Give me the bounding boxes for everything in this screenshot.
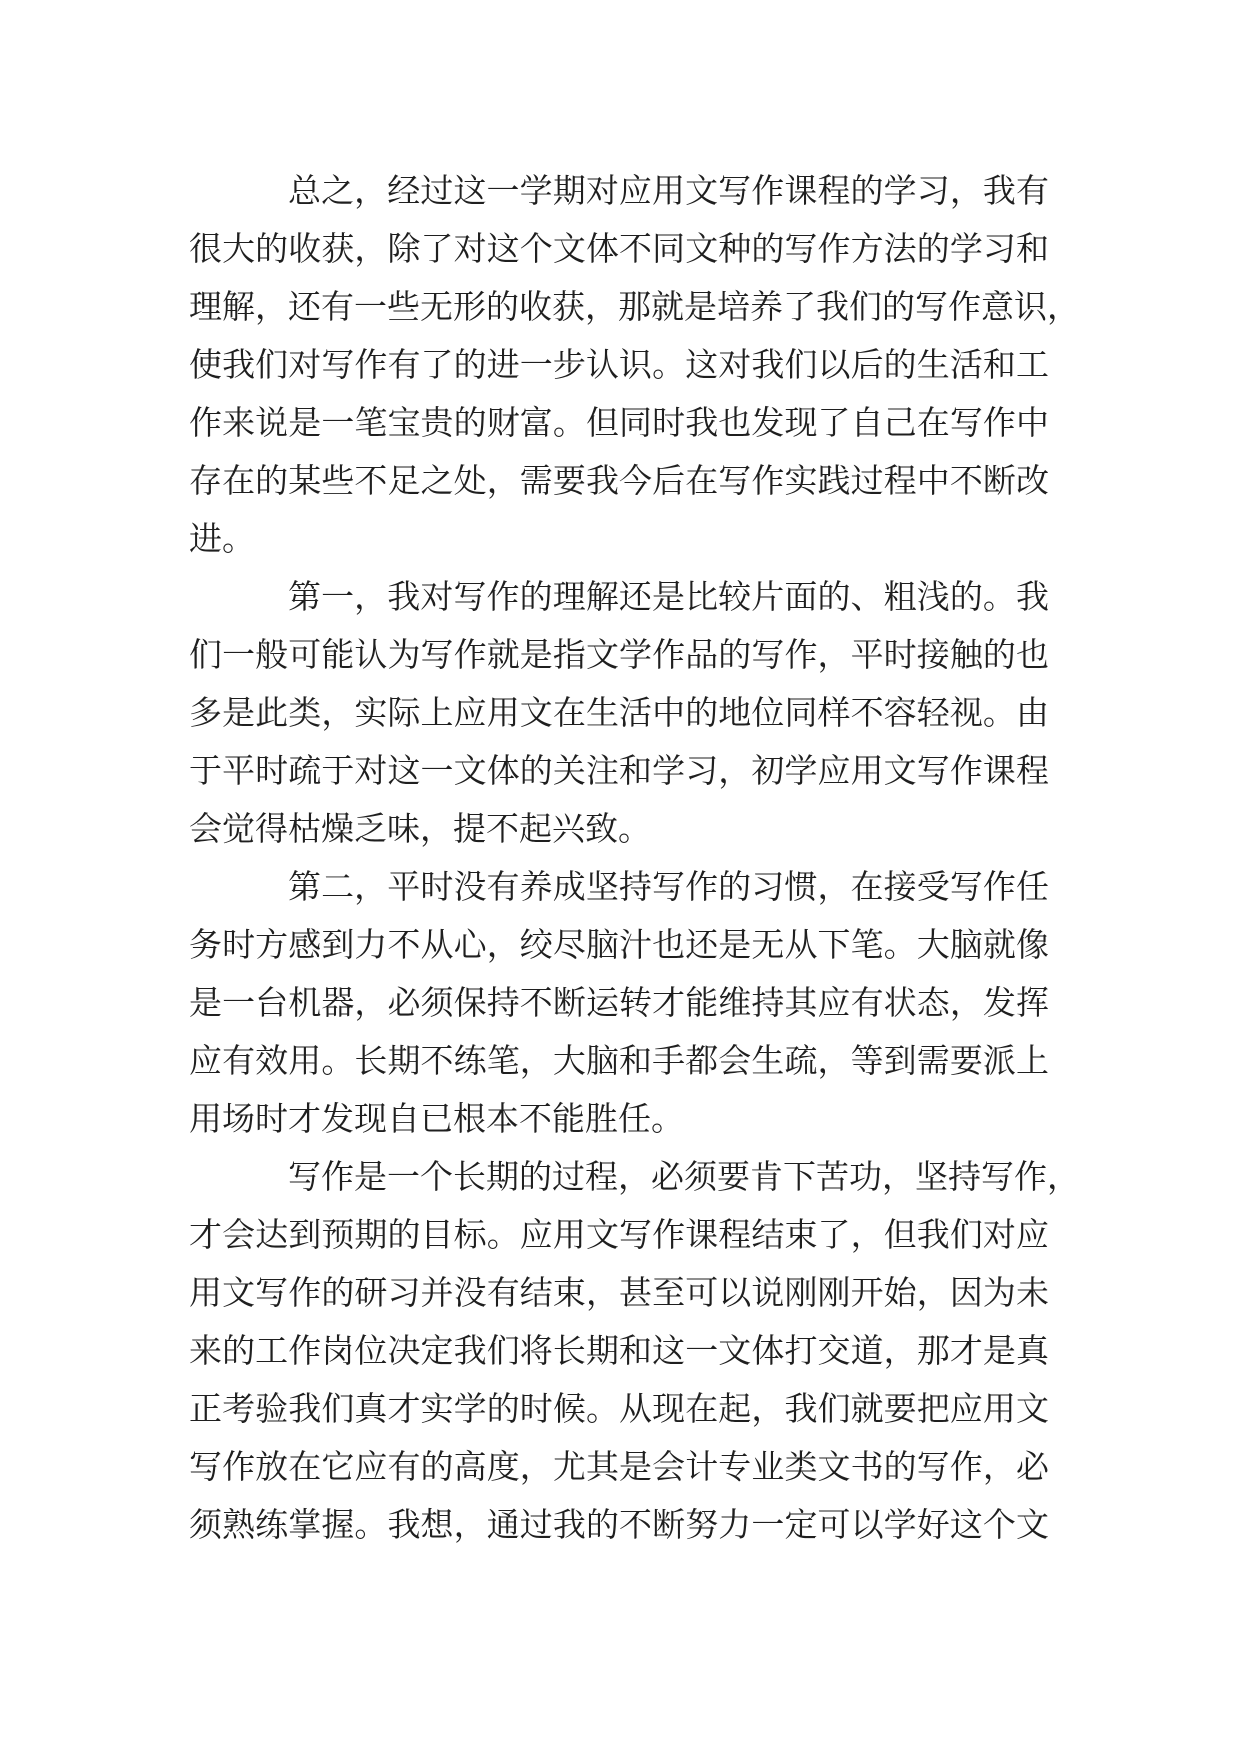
text-line: 存在的某些不足之处，需要我今后在写作实践过程中不断改: [189, 461, 1049, 500]
text-line: 于平时疏于对这一文体的关注和学习，初学应用文写作课程: [189, 751, 1049, 790]
text-line: 使我们对写作有了的进一步认识。这对我们以后的生活和工: [189, 345, 1049, 384]
text-line: 第一，我对写作的理解还是比较片面的、粗浅的。我: [288, 577, 1049, 616]
text-line: 们一般可能认为写作就是指文学作品的写作，平时接触的也: [189, 635, 1049, 674]
text-line: 用文写作的研习并没有结束，甚至可以说刚刚开始，因为未: [189, 1273, 1049, 1312]
text-line: 作来说是一笔宝贵的财富。但同时我也发现了自己在写作中: [189, 403, 1049, 442]
text-line: 须熟练掌握。我想，通过我的不断努力一定可以学好这个文: [189, 1505, 1049, 1544]
text-line: 才会达到预期的目标。应用文写作课程结束了，但我们对应: [189, 1215, 1049, 1254]
text-line: 写作放在它应有的高度，尤其是会计专业类文书的写作，必: [189, 1447, 1049, 1486]
text-line: 会觉得枯燥乏味，提不起兴致。: [189, 809, 651, 848]
text-line: 写作是一个长期的过程，必须要肯下苦功，坚持写作，: [288, 1157, 1080, 1196]
document-body: [189, 162, 1080, 1554]
text-line: 理解，还有一些无形的收获，那就是培养了我们的写作意识，: [189, 287, 1080, 326]
text-line: 是一台机器，必须保持不断运转才能维持其应有状态，发挥: [189, 983, 1049, 1022]
text-line: 第二，平时没有养成坚持写作的习惯，在接受写作任: [288, 867, 1049, 906]
paragraph-summary: [189, 162, 1080, 568]
text-line: 用场时才发现自已根本不能胜任。: [189, 1099, 684, 1138]
text-line: 进。: [189, 519, 255, 558]
text-line: 正考验我们真才实学的时候。从现在起，我们就要把应用文: [189, 1389, 1049, 1428]
text-line: 总之，经过这一学期对应用文写作课程的学习，我有: [288, 171, 1049, 210]
text-line: 多是此类，实际上应用文在生活中的地位同样不容轻视。由: [189, 693, 1049, 732]
paragraph-conclusion: [189, 1148, 1080, 1554]
text-line: 应有效用。长期不练笔，大脑和手都会生疏，等到需要派上: [189, 1041, 1049, 1080]
text-line: 很大的收获，除了对这个文体不同文种的写作方法的学习和: [189, 229, 1049, 268]
text-line: 务时方感到力不从心，绞尽脑汁也还是无从下笔。大脑就像: [189, 925, 1049, 964]
paragraph-second-point: [189, 858, 1049, 1148]
text-line: 来的工作岗位决定我们将长期和这一文体打交道，那才是真: [189, 1331, 1049, 1370]
paragraph-first-point: [189, 568, 1049, 858]
